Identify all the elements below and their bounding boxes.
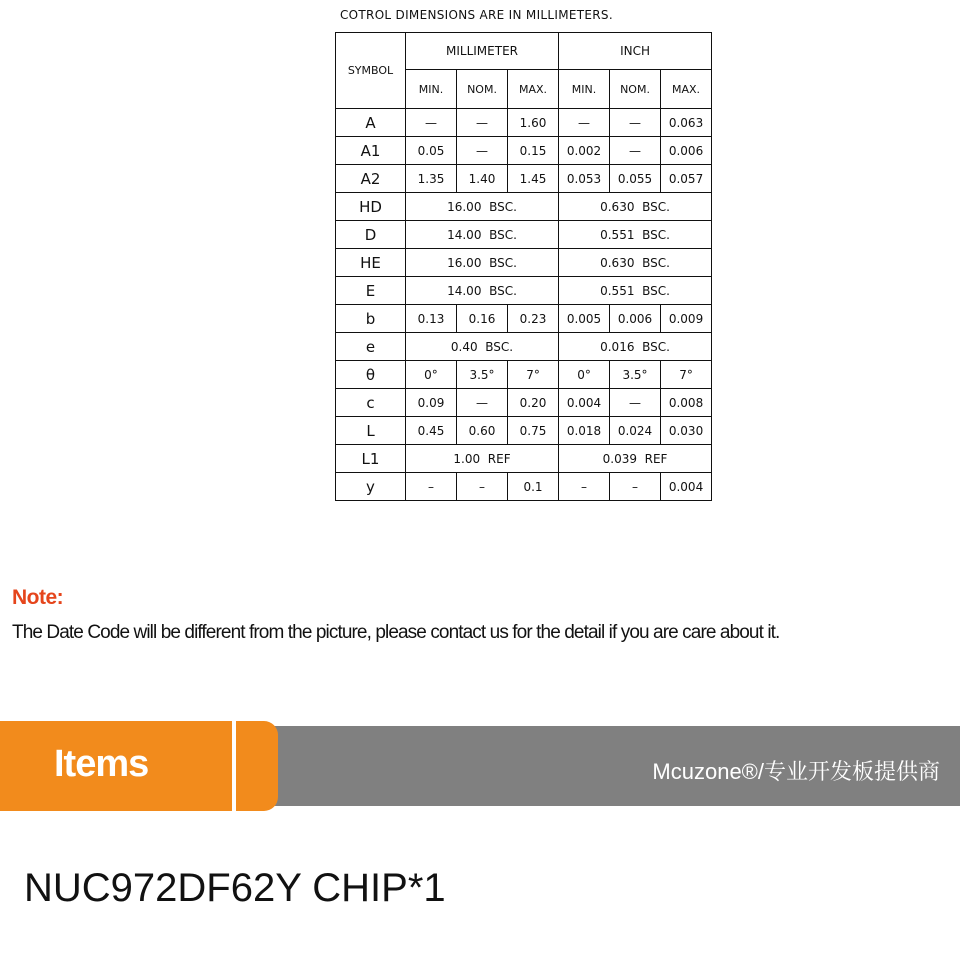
table-row [336,473,712,501]
value-cell: 0.057 [661,165,712,193]
value-cell: – [457,473,508,501]
value-cell: — [610,389,661,417]
value-cell: — [457,109,508,137]
value-cell: 0.1 [508,473,559,501]
millimeter-header: MILLIMETER [406,33,559,70]
value-cell: 0.60 [457,417,508,445]
table-row [336,333,712,361]
value-cell: 0° [406,361,457,389]
value-cell: – [559,473,610,501]
symbol-cell: E [336,277,406,305]
value-cell: 0.006 [610,305,661,333]
symbol-cell: HD [336,193,406,221]
table-row [336,361,712,389]
value-cell: — [406,109,457,137]
value-cell: 0.063 [661,109,712,137]
inch-span-cell: 0.551 BSC. [559,277,712,305]
value-cell: — [457,137,508,165]
table-caption: COTROL DIMENSIONS ARE IN MILLIMETERS. [340,8,613,22]
inch-header: INCH [559,33,712,70]
symbol-cell: y [336,473,406,501]
symbol-header: SYMBOL [336,33,406,109]
inch-span-cell: 0.039 REF [559,445,712,473]
symbol-cell: L [336,417,406,445]
mm-span-cell: 0.40 BSC. [406,333,559,361]
value-cell: 0.45 [406,417,457,445]
mm-span-cell: 14.00 BSC. [406,221,559,249]
mm-span-cell: 1.00 REF [406,445,559,473]
inch-max-header: MAX. [661,70,712,109]
table-row [336,277,712,305]
table-row [336,249,712,277]
table-row [336,165,712,193]
table-row [336,445,712,473]
symbol-cell: A [336,109,406,137]
value-cell: 0.018 [559,417,610,445]
value-cell: 0.006 [661,137,712,165]
table-row [336,389,712,417]
symbol-cell: e [336,333,406,361]
value-cell: 0.09 [406,389,457,417]
value-cell: 7° [661,361,712,389]
mm-max-header: MAX. [508,70,559,109]
symbol-cell: HE [336,249,406,277]
mm-span-cell: 14.00 BSC. [406,277,559,305]
value-cell: 0° [559,361,610,389]
symbol-cell: D [336,221,406,249]
inch-span-cell: 0.551 BSC. [559,221,712,249]
banner-orange-tab [236,721,278,811]
value-cell: 0.15 [508,137,559,165]
value-cell: 0.002 [559,137,610,165]
table-row [336,193,712,221]
value-cell: 0.20 [508,389,559,417]
value-cell: 0.75 [508,417,559,445]
inch-span-cell: 0.016 BSC. [559,333,712,361]
dimensions-table-body [336,33,712,501]
value-cell: 1.40 [457,165,508,193]
value-cell: 0.024 [610,417,661,445]
mm-span-cell: 16.00 BSC. [406,193,559,221]
symbol-cell: L1 [336,445,406,473]
value-cell: 1.35 [406,165,457,193]
value-cell: 0.055 [610,165,661,193]
table-row [336,221,712,249]
value-cell: 0.009 [661,305,712,333]
value-cell: 0.030 [661,417,712,445]
value-cell: 7° [508,361,559,389]
value-cell: 0.16 [457,305,508,333]
brand-tagline: Mcuzone®/专业开发板提供商 [652,759,940,784]
mm-nom-header: NOM. [457,70,508,109]
value-cell: – [406,473,457,501]
value-cell: — [610,137,661,165]
value-cell: 3.5° [457,361,508,389]
mm-min-header: MIN. [406,70,457,109]
symbol-cell: A1 [336,137,406,165]
symbol-cell: θ [336,361,406,389]
items-banner [0,721,960,811]
value-cell: — [610,109,661,137]
value-cell: 0.004 [559,389,610,417]
value-cell: — [559,109,610,137]
table-row [336,305,712,333]
value-cell: 0.005 [559,305,610,333]
note-text: The Date Code will be different from the picture, please contact us for the detail if you are care about it. [12,622,780,643]
value-cell: 0.053 [559,165,610,193]
value-cell: 0.004 [661,473,712,501]
table-header-row [336,33,712,70]
value-cell: 0.05 [406,137,457,165]
note-title: Note: [12,586,64,609]
value-cell: — [457,389,508,417]
symbol-cell: b [336,305,406,333]
table-row [336,109,712,137]
inch-span-cell: 0.630 BSC. [559,193,712,221]
symbol-cell: A2 [336,165,406,193]
symbol-cell: c [336,389,406,417]
table-row [336,137,712,165]
table-row [336,417,712,445]
dimensions-table [335,32,712,501]
value-cell: 3.5° [610,361,661,389]
mm-span-cell: 16.00 BSC. [406,249,559,277]
value-cell: 0.008 [661,389,712,417]
value-cell: 1.60 [508,109,559,137]
inch-span-cell: 0.630 BSC. [559,249,712,277]
value-cell: 0.23 [508,305,559,333]
product-line: NUC972DF62Y CHIP*1 [24,866,446,910]
items-label: Items [54,743,149,785]
value-cell: 1.45 [508,165,559,193]
value-cell: – [610,473,661,501]
inch-nom-header: NOM. [610,70,661,109]
inch-min-header: MIN. [559,70,610,109]
value-cell: 0.13 [406,305,457,333]
